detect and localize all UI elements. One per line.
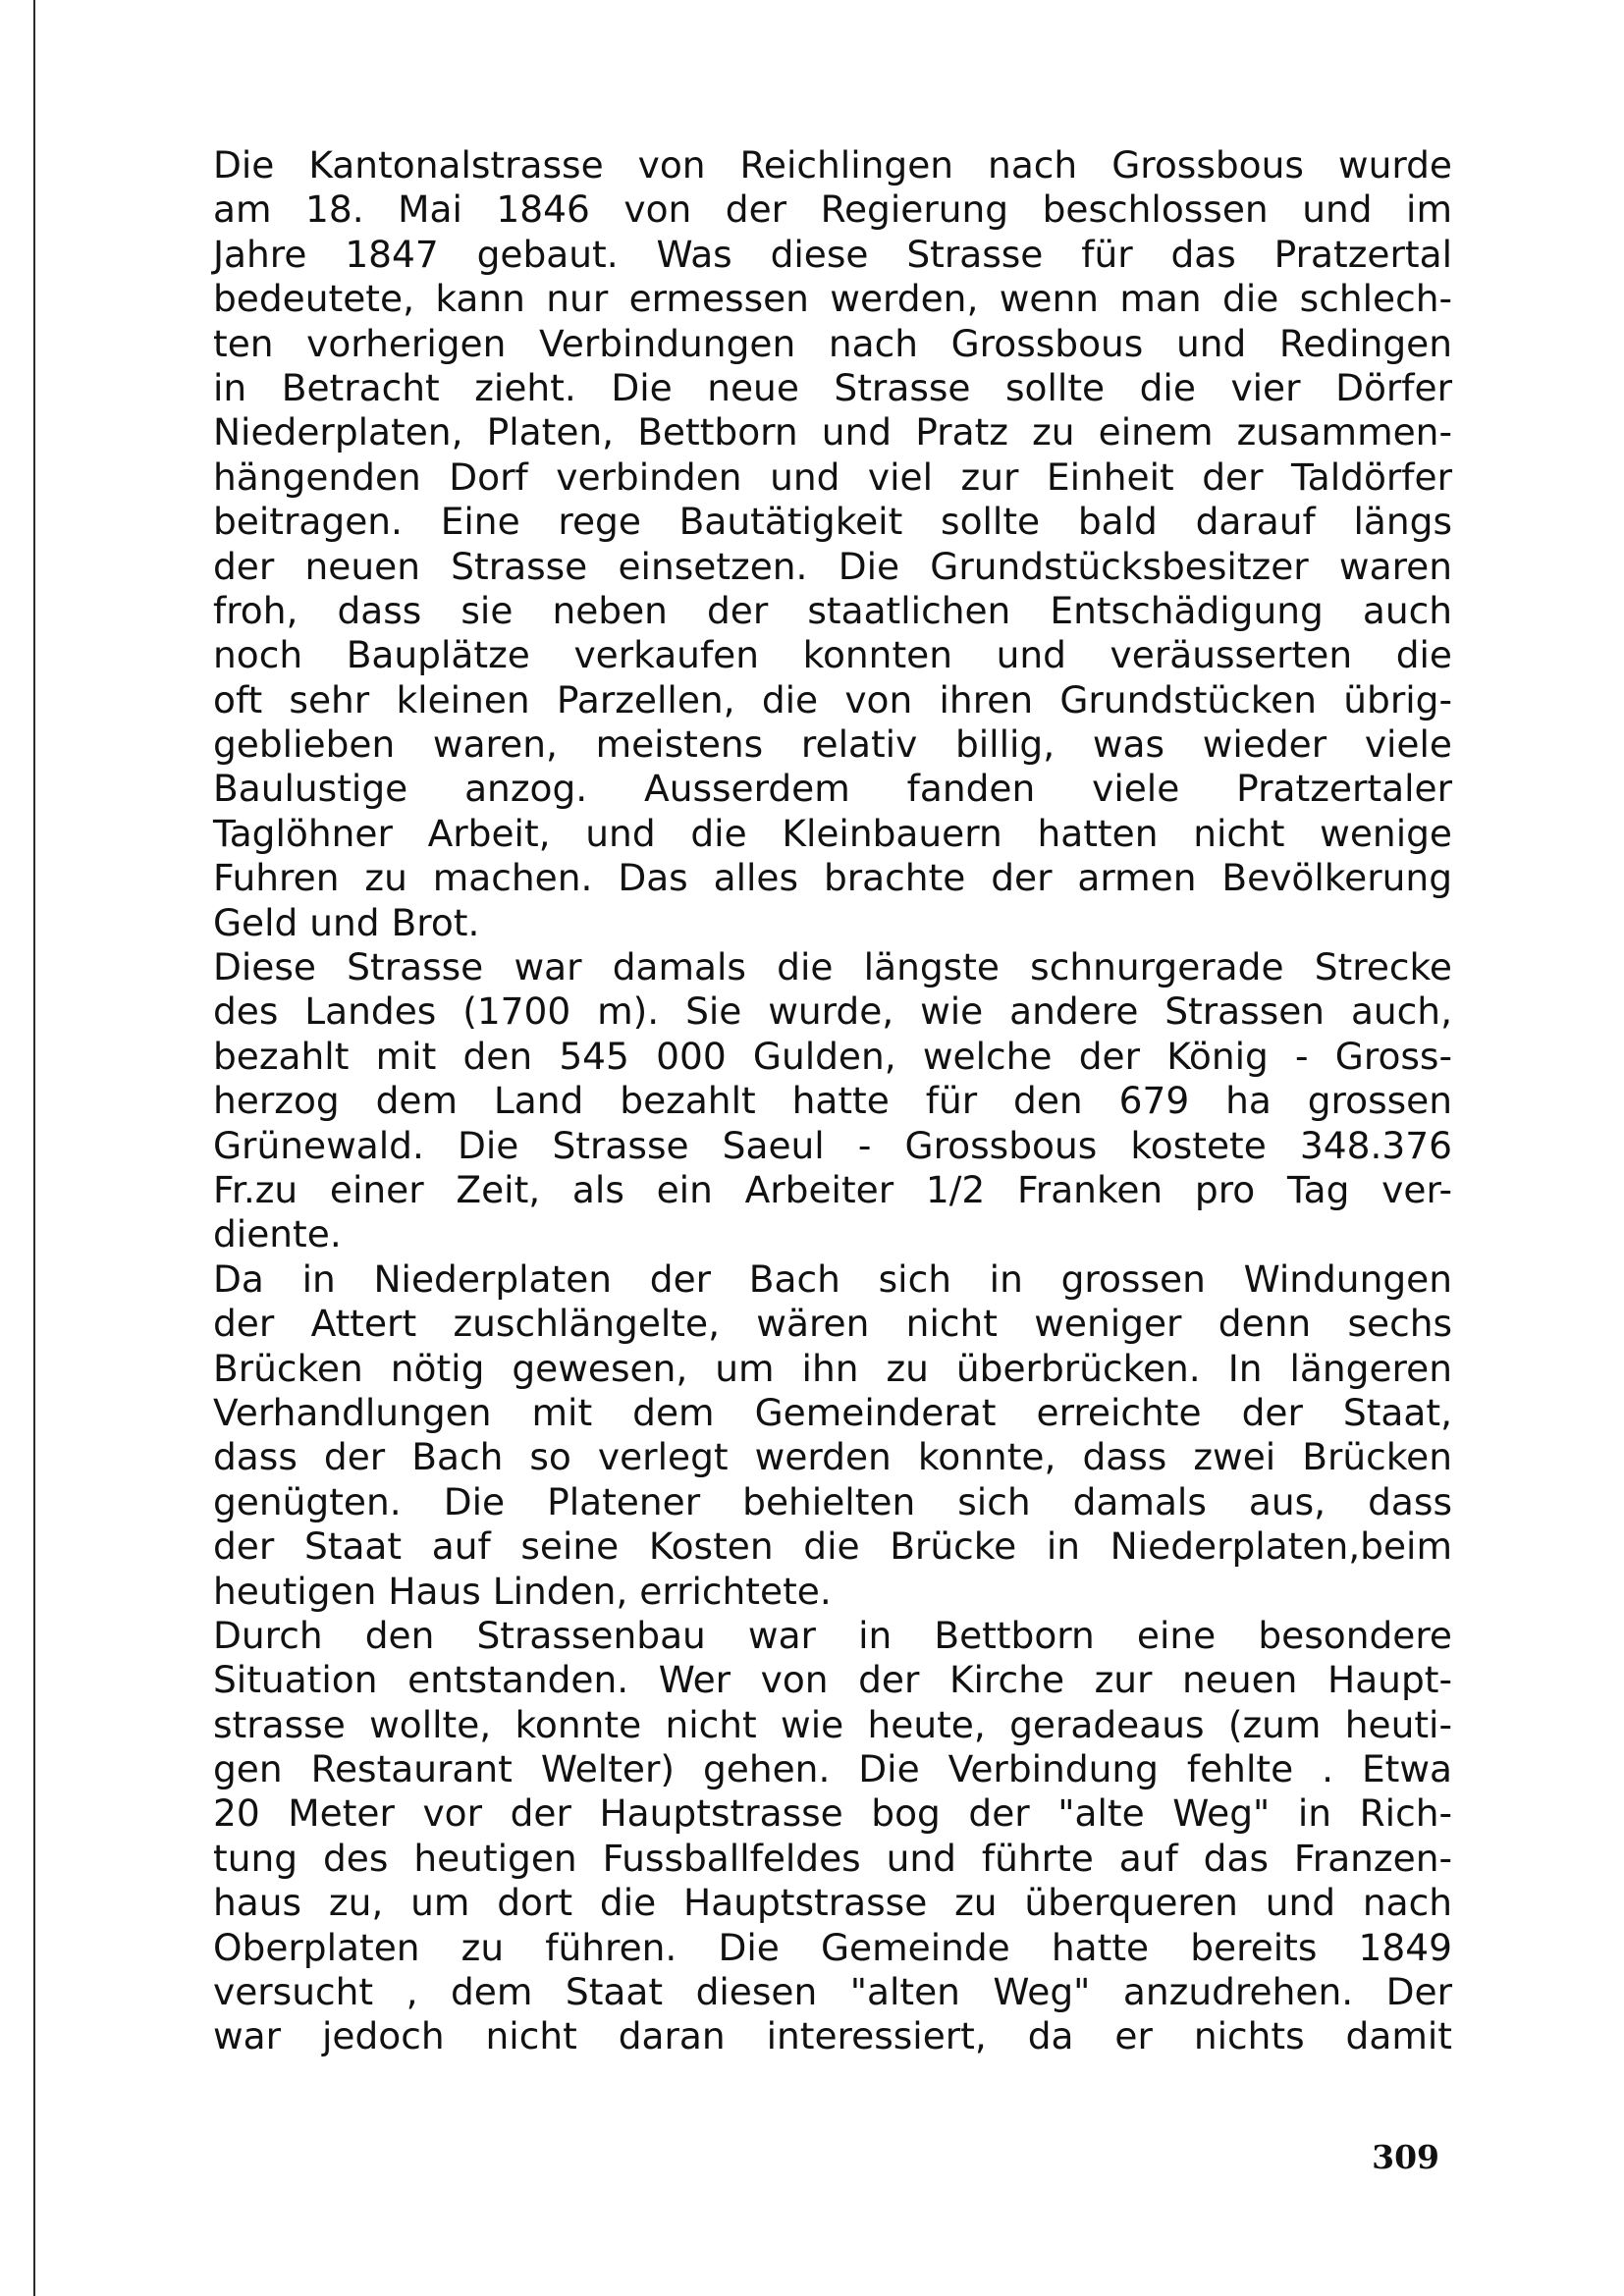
text-line: bedeutete, kann nur ermessen werden, wenn man die schlech- [213,277,1452,321]
text-line: strasse wollte, konnte nicht wie heute, geradeaus (zum heuti- [213,1702,1452,1746]
text-line: der Attert zuschlängelte, wären nicht weniger denn sechs [213,1302,1452,1346]
text-line: Durch den Strassenbau war in Bettborn eine besondere [213,1613,1452,1657]
text-line: Situation entstanden. Wer von der Kirche zur neuen Haupt- [213,1658,1452,1702]
text-line: in Betracht zieht. Die neue Strasse sollte die vier Dörfer [213,365,1452,409]
text-line: Fr.zu einer Zeit, als ein Arbeiter 1/2 Franken pro Tag ver- [213,1167,1452,1211]
text-line: Geld und Brot. [213,900,480,944]
text-line: noch Bauplätze verkaufen konnten und veräusserten die [213,633,1452,677]
text-line: geblieben waren, meistens relativ billig, was wieder viele [213,722,1452,767]
text-line: der neuen Strasse einsetzen. Die Grundstücksbesitzer waren [213,544,1452,588]
text-line: Oberplaten zu führen. Die Gemeinde hatte bereits 1849 [213,1925,1452,1969]
text-line: am 18. Mai 1846 von der Regierung beschlossen und im [213,187,1452,232]
text-line: tung des heutigen Fussballfeldes und führte auf das Franzen- [213,1836,1452,1880]
text-line: genügten. Die Platener behielten sich damals aus, dass [213,1479,1452,1523]
text-line: froh, dass sie neben der staatlichen Entschädigung auch [213,588,1452,632]
text-line: Grünewald. Die Strasse Saeul - Grossbous kostete 348.376 [213,1123,1452,1167]
text-line: des Landes (1700 m). Sie wurde, wie andere Strassen auch, [213,989,1452,1034]
text-line: beitragen. Eine rege Bautätigkeit sollte bald darauf längs [213,500,1452,544]
text-line: Jahre 1847 gebaut. Was diese Strasse für das Pratzertal [213,232,1452,276]
page-number: 309 [1372,2138,1439,2176]
text-line: Diese Strasse war damals die längste schnurgerade Strecke [213,945,1452,989]
text-line: 20 Meter vor der Hauptstrasse bog der "alte Weg" in Rich- [213,1791,1452,1836]
text-line: war jedoch nicht daran interessiert, da er nichts damit [213,2014,1452,2058]
text-line: der Staat auf seine Kosten die Brücke in Niederplaten,beim [213,1524,1452,1569]
text-line: haus zu, um dort die Hauptstrasse zu überqueren und nach [213,1881,1452,1925]
text-line: gen Restaurant Welter) gehen. Die Verbindung fehlte . Etwa [213,1747,1452,1791]
text-line: Verhandlungen mit dem Gemeinderat erreichte der Staat, [213,1390,1452,1434]
text-line: Brücken nötig gewesen, um ihn zu überbrücken. In längeren [213,1346,1452,1390]
text-line: hängenden Dorf verbinden und viel zur Einheit der Taldörfer [213,454,1452,499]
text-line: ten vorherigen Verbindungen nach Grossbous und Redingen [213,321,1452,365]
text-line: Da in Niederplaten der Bach sich in grossen Windungen [213,1256,1452,1301]
text-line: dass der Bach so verlegt werden konnte, dass zwei Brücken [213,1435,1452,1479]
text-line: oft sehr kleinen Parzellen, die von ihren Grundstücken übrig- [213,677,1452,721]
text-line: Taglöhner Arbeit, und die Kleinbauern hatten nicht wenige [213,811,1452,855]
text-line: heutigen Haus Linden, errichtete. [213,1569,832,1613]
text-line: Baulustige anzog. Ausserdem fanden viele Pratzertaler [213,767,1452,811]
text-line: diente. [213,1212,342,1256]
text-line: versucht , dem Staat diesen "alten Weg" anzudrehen. Der [213,1970,1452,2014]
body-text [213,143,1452,2059]
text-line: Die Kantonalstrasse von Reichlingen nach Grossbous wurde [213,143,1452,187]
text-line: herzog dem Land bezahlt hatte für den 679 ha grossen [213,1079,1452,1123]
text-line: Niederplaten, Platen, Bettborn und Pratz zu einem zusammen- [213,410,1452,454]
text-line: bezahlt mit den 545 000 Gulden, welche der König - Gross- [213,1034,1452,1078]
scan-edge-line [33,0,35,2296]
text-line: Fuhren zu machen. Das alles brachte der armen Bevölkerung [213,856,1452,900]
